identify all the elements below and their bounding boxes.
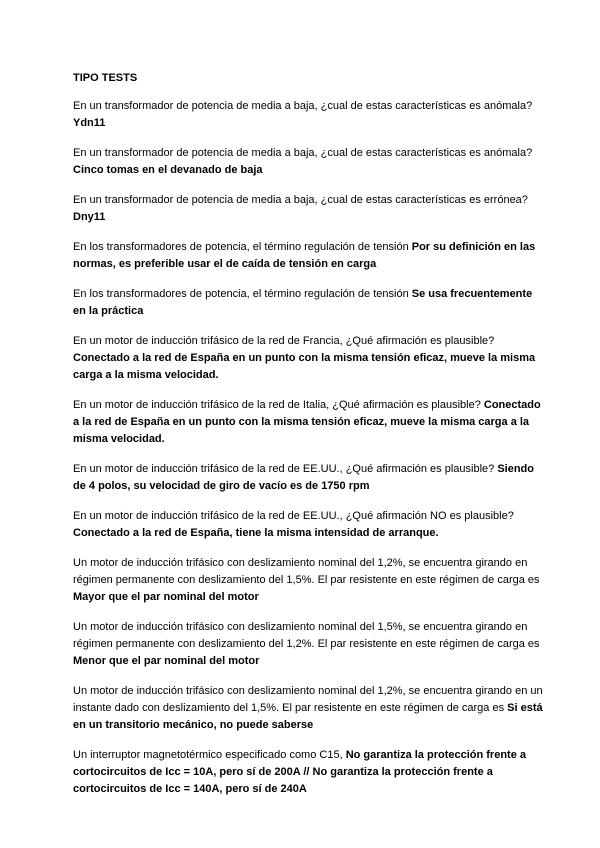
question-item-12 bbox=[73, 683, 543, 734]
question-text: Un motor de inducción trifásico con deslizamiento nominal del 1,2%, se encuentra girando en un instante dado con deslizamiento del 1,5%. El par resistente en este régimen de carga es bbox=[73, 685, 543, 714]
question-item-13 bbox=[73, 747, 543, 798]
answer-text: Menor que el par nominal del motor bbox=[73, 655, 260, 667]
question-list bbox=[73, 98, 543, 798]
question-text: En los transformadores de potencia, el término regulación de tensión bbox=[73, 241, 412, 253]
question-text: En un transformador de potencia de media a baja, ¿cual de estas características es anómala? bbox=[73, 100, 533, 112]
question-item-5 bbox=[73, 286, 543, 320]
question-text: En un transformador de potencia de media a baja, ¿cual de estas características es anómala? bbox=[73, 147, 533, 159]
answer-text: Dny11 bbox=[73, 211, 106, 223]
question-text: En un motor de inducción trifásico de la red de Francia, ¿Qué afirmación es plausible? bbox=[73, 335, 495, 347]
question-item-7 bbox=[73, 397, 543, 448]
answer-text: Siendo de 4 polos, su velocidad de giro de vacío es de 1750 rpm bbox=[73, 463, 534, 492]
answer-text: Se usa frecuentemente en la práctica bbox=[73, 288, 533, 317]
page-title: TIPO TESTS bbox=[73, 72, 138, 84]
answer-text: Cinco tomas en el devanado de baja bbox=[73, 164, 263, 176]
question-text: En los transformadores de potencia, el término regulación de tensión bbox=[73, 288, 412, 300]
question-text: En un motor de inducción trifásico de la red de Italia, ¿Qué afirmación es plausible? bbox=[73, 399, 484, 411]
question-text: En un transformador de potencia de media a baja, ¿cual de estas características es errónea? bbox=[73, 194, 528, 206]
question-item-6 bbox=[73, 333, 543, 384]
answer-text: Mayor que el par nominal del motor bbox=[73, 591, 259, 603]
question-item-4 bbox=[73, 239, 543, 273]
answer-text: Conectado a la red de España en un punto con la misma tensión eficaz, mueve la misma carga a la misma velocidad. bbox=[73, 352, 536, 381]
question-item-9 bbox=[73, 508, 543, 542]
answer-text: Ydn11 bbox=[73, 117, 106, 129]
question-text: Un motor de inducción trifásico con deslizamiento nominal del 1,2%, se encuentra girando en régimen permanente con deslizamiento del 1,5%. El par resistente en este régimen de carga es bbox=[73, 557, 540, 586]
question-item-8 bbox=[73, 461, 543, 495]
question-item-3 bbox=[73, 192, 543, 226]
question-item-11 bbox=[73, 619, 543, 670]
question-item-2 bbox=[73, 145, 543, 179]
document-page bbox=[73, 70, 543, 811]
answer-text: No garantiza la protección frente a cortocircuitos de Icc = 10A, pero sí de 200A // No garantiza la protección frente a cortocircuitos de Icc = 140A, pero sí de 240A bbox=[73, 749, 527, 795]
answer-text: Conectado a la red de España en un punto con la misma tensión eficaz, mueve la misma carga a la misma velocidad. bbox=[73, 399, 541, 445]
question-text: Un interruptor magnetotérmico especificado como C15, bbox=[73, 749, 346, 761]
answer-text: Por su definición en las normas, es preferible usar el de caída de tensión en carga bbox=[73, 241, 536, 270]
answer-text: Si está en un transitorio mecánico, no puede saberse bbox=[73, 702, 543, 731]
question-text: En un motor de inducción trifásico de la red de EE.UU., ¿Qué afirmación es plausible? bbox=[73, 463, 498, 475]
question-item-1 bbox=[73, 98, 543, 132]
question-item-10 bbox=[73, 555, 543, 606]
question-text: Un motor de inducción trifásico con deslizamiento nominal del 1,5%, se encuentra girando en régimen permanente con deslizamiento del 1,2%. El par resistente en este régimen de carga es bbox=[73, 621, 540, 650]
answer-text: Conectado a la red de España, tiene la misma intensidad de arranque. bbox=[73, 527, 439, 539]
question-text: En un motor de inducción trifásico de la red de EE.UU., ¿Qué afirmación NO es plausible? bbox=[73, 510, 514, 522]
